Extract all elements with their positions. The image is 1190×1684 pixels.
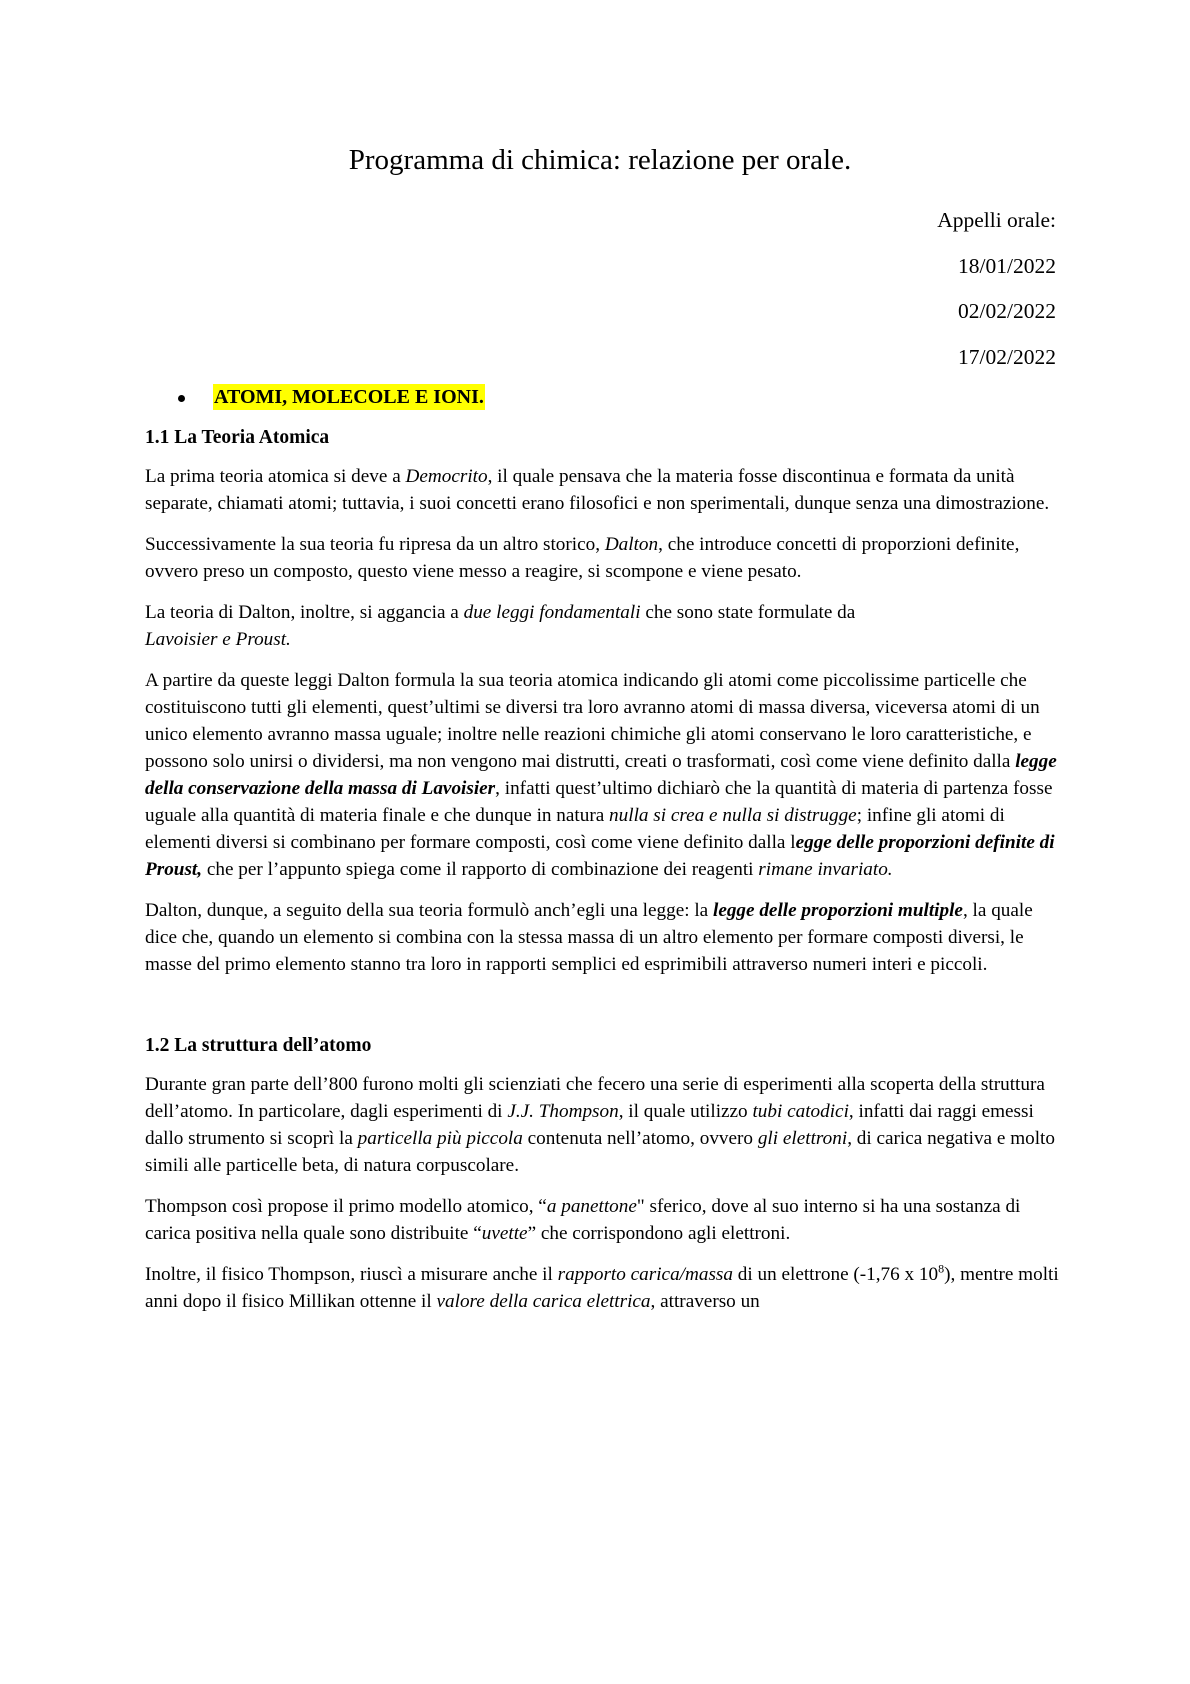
italic-text: rapporto carica/massa: [557, 1264, 733, 1285]
paragraph: [145, 531, 1065, 585]
italic-text: a panettone: [546, 1196, 637, 1217]
text-run: , attraverso un: [650, 1291, 760, 1312]
text-run: , il quale pensava che la materia fosse discontinua e formata da unità separate, chiamati atomi; tuttavia, i suoi concetti erano filosofici e non sperimentali, dunque senza una dimostrazione.: [145, 466, 1050, 514]
bold-italic-text: legge delle proporzioni multiple: [712, 900, 963, 921]
text-run: ; infine gli atomi di elementi diversi si combinano per formare composti, così come viene definito dalla l: [145, 805, 1005, 853]
italic-text: nulla si crea e nulla si distrugge: [609, 805, 857, 826]
bullet-icon: [178, 395, 185, 402]
spacer: [145, 992, 1065, 1032]
section-heading: 1.2 La struttura dell’atomo: [145, 1035, 372, 1056]
text-run: , di carica negativa e molto simili alle particelle beta, di natura corpuscolare.: [145, 1128, 1055, 1176]
text-run: " sferico, dove al suo interno si ha una sostanza di carica positiva nella quale sono distribuite “: [145, 1196, 1021, 1244]
text-run: A partire da queste leggi Dalton formula la sua teoria atomica indicando gli atomi come piccolissime particelle che costituiscono tutti gli elementi, quest’ultimi se diversi tra loro avranno atomi di massa diversa, viceversa atomi di un unico elemento avranno massa uguale; inoltre nelle reazioni chimiche gli atomi conservano le loro caratteristiche, e possono solo unirsi o dividersi, ma non vengono mai distrutti, creati o trasformati, così come viene definito dalla: [145, 670, 1040, 772]
paragraph: [145, 599, 1065, 653]
italic-text: J.J. Thompson: [507, 1101, 619, 1122]
exam-dates-label: Appelli orale:: [937, 208, 1056, 232]
bold-italic-text: egge delle proporzioni definite di Proust,: [145, 832, 1055, 880]
italic-text: Lavoisier e Proust.: [145, 629, 291, 650]
text-run: , infatti dai raggi emessi dallo strumento si scoprì la: [145, 1101, 1034, 1149]
text-run: Successivamente la sua teoria fu ripresa da un altro storico,: [145, 534, 605, 555]
text-run: Dalton, dunque, a seguito della sua teoria formulò anch’egli una legge: la: [145, 900, 713, 921]
paragraph: [145, 1193, 1065, 1247]
exam-dates-block: [937, 198, 1056, 380]
text-run: che sono state formulate da: [640, 602, 856, 623]
paragraph: [145, 463, 1065, 517]
text-run: La teoria di Dalton, inoltre, si aggancia a: [145, 602, 464, 623]
paragraph: [145, 667, 1065, 883]
text-run: ), mentre molti anni dopo il fisico Millikan ottenne il: [145, 1264, 1059, 1312]
text-run: contenuta nell’atomo, ovvero: [522, 1128, 758, 1149]
document-body: [145, 424, 1065, 1329]
text-run: Durante gran parte dell’800 furono molti gli scienziati che fecero una serie di esperimenti alla scoperta della struttura dell’atomo. In particolare, dagli esperimenti di: [145, 1074, 1045, 1122]
text-run: , la quale dice che, quando un elemento si combina con la stessa massa di un altro elemento per formare composti diversi, le masse del primo elemento stanno tra loro in rapporti semplici ed esprimibili attraverso numeri interi e piccoli.: [145, 900, 1033, 975]
italic-text: Dalton: [604, 534, 659, 555]
italic-text: gli elettroni: [757, 1128, 848, 1149]
italic-text: valore della carica elettrica: [436, 1291, 651, 1312]
exam-date: 17/02/2022: [958, 344, 1056, 369]
italic-text: due leggi fondamentali: [463, 602, 641, 623]
text-run: , il quale utilizzo: [618, 1101, 753, 1122]
superscript-exponent: 8: [938, 1261, 945, 1276]
bold-italic-text: legge della conservazione della massa di Lavoisier: [145, 751, 1057, 799]
chapter-bullet-item: [178, 384, 485, 410]
text-run: che per l’appunto spiega come il rapporto di combinazione dei reagenti: [202, 859, 759, 880]
paragraph: [145, 1071, 1065, 1179]
italic-text: particella più piccola: [357, 1128, 523, 1149]
text-run: , infatti quest’ultimo dichiarò che la quantità di materia di partenza fosse uguale alla quantità di materia finale e che dunque in natura: [145, 778, 1053, 826]
italic-text: tubi catodici: [752, 1101, 849, 1122]
italic-text: uvette: [481, 1223, 528, 1244]
chapter-title-highlighted: ATOMI, MOLECOLE E IONI.: [214, 386, 484, 408]
section-heading: 1.1 La Teoria Atomica: [145, 427, 330, 448]
text-run: Inoltre, il fisico Thompson, riuscì a misurare anche il: [145, 1264, 558, 1285]
italic-text: Democrito: [405, 466, 488, 487]
paragraph: [145, 897, 1065, 978]
text-run: ” che corrispondono agli elettroni.: [527, 1223, 791, 1244]
exam-date: 18/01/2022: [958, 253, 1056, 278]
text-run: di un elettrone (-1,76 x 10: [732, 1264, 939, 1285]
exam-date: 02/02/2022: [958, 299, 1056, 323]
text-run: La prima teoria atomica si deve a: [145, 466, 406, 487]
document-title: Programma di chimica: relazione per orale.: [348, 144, 852, 176]
italic-text: rimane invariato.: [758, 859, 893, 880]
paragraph: [145, 1261, 1065, 1315]
text-run: Thompson così propose il primo modello atomico, “: [145, 1196, 547, 1217]
text-run: , che introduce concetti di proporzioni definite, ovvero preso un composto, questo viene messo a reagire, si scompone e viene pesato.: [145, 534, 1020, 582]
